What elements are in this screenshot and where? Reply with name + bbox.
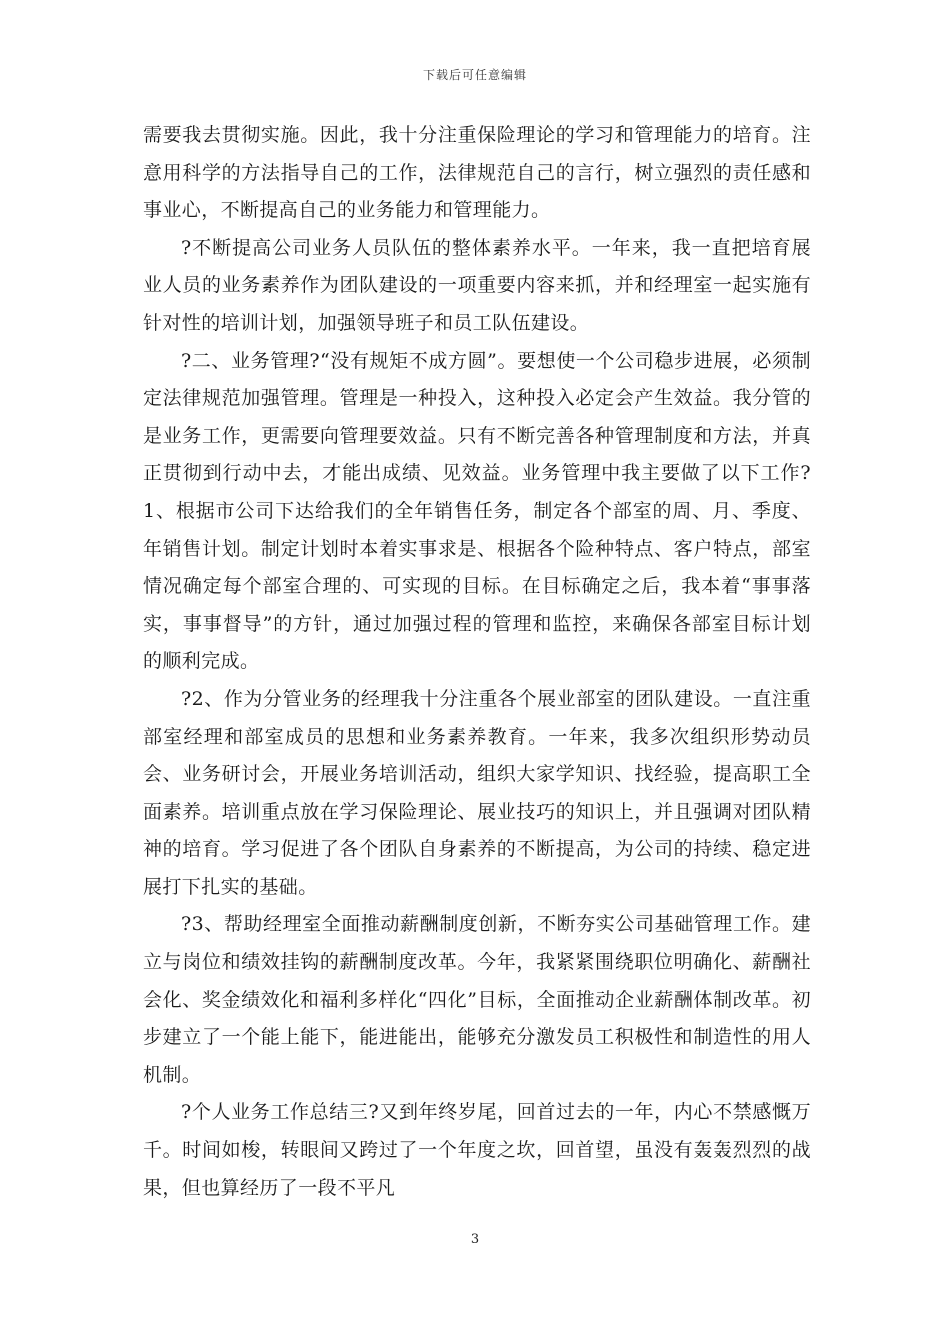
paragraph-team-quality: ?不断提高公司业务人员队伍的整体素养水平。一年来，我一直把培育展业人员的业务素养作为团队建设的一项重要内容来抓，并和经理室一起实施有针对性的培训计划，加强领导班子和员工队伍建设。	[143, 236, 811, 334]
page-number: 3	[470, 1232, 480, 1247]
page-header: 下载后可任意编辑	[422, 68, 527, 82]
paragraph-team-building: ?2、作为分管业务的经理我十分注重各个展业部室的团队建设。一直注重部室经理和部室成员的思想和业务素养教育。一年来，我多次组织形势动员会、业务研讨会，开展业务培训活动，组织大家学知识、找经验，提高职工全面素养。培训重点放在学习保险理论、展业技巧的知识上，并且强调对团队精神的培育。学习促进了各个团队自身素养的不断提高，为公司的持续、稳定进展打下扎实的基础。	[143, 687, 811, 898]
paragraph-business-management: ?二、业务管理?“没有规矩不成方圆”。要想使一个公司稳步进展，必须制定法律规范加强管理。管理是一种投入，这种投入必定会产生效益。我分管的是业务工作，更需要向管理要效益。只有不断完善各种管理制度和方法，并真正贯彻到行动中去，才能出成绩、见效益。业务管理中我主要做了以下工作?1、根据市公司下达给我们的全年销售任务，制定各个部室的周、月、季度、年销售计划。制定计划时本着实事求是、根据各个险种特点、客户特点，部室情况确定每个部室合理的、可实现的目标。在目标确定之后，我本着“事事落实，事事督导”的方针，通过加强过程的管理和监控，来确保各部室目标计划的顺利完成。	[143, 349, 811, 673]
document-body	[143, 117, 811, 1207]
paragraph-summary-three: ?个人业务工作总结三?又到年终岁尾，回首过去的一年，内心不禁感慨万千。时间如梭，转眼间又跨过了一个年度之坎，回首望，虽没有轰轰烈烈的战果，但也算经历了一段不平凡	[143, 1101, 811, 1199]
paragraph-continuation: 需要我去贯彻实施。因此，我十分注重保险理论的学习和管理能力的培育。注意用科学的方法指导自己的工作，法律规范自己的言行，树立强烈的责任感和事业心，不断提高自己的业务能力和管理能力。	[143, 124, 811, 222]
paragraph-salary-reform: ?3、帮助经理室全面推动薪酬制度创新，不断夯实公司基础管理工作。建立与岗位和绩效挂钩的薪酬制度改革。今年，我紧紧围绕职位明确化、薪酬社会化、奖金绩效化和福利多样化“四化”目标，全面推动企业薪酬体制改革。初步建立了一个能上能下，能进能出，能够充分激发员工积极性和制造性的用人机制。	[143, 913, 811, 1086]
